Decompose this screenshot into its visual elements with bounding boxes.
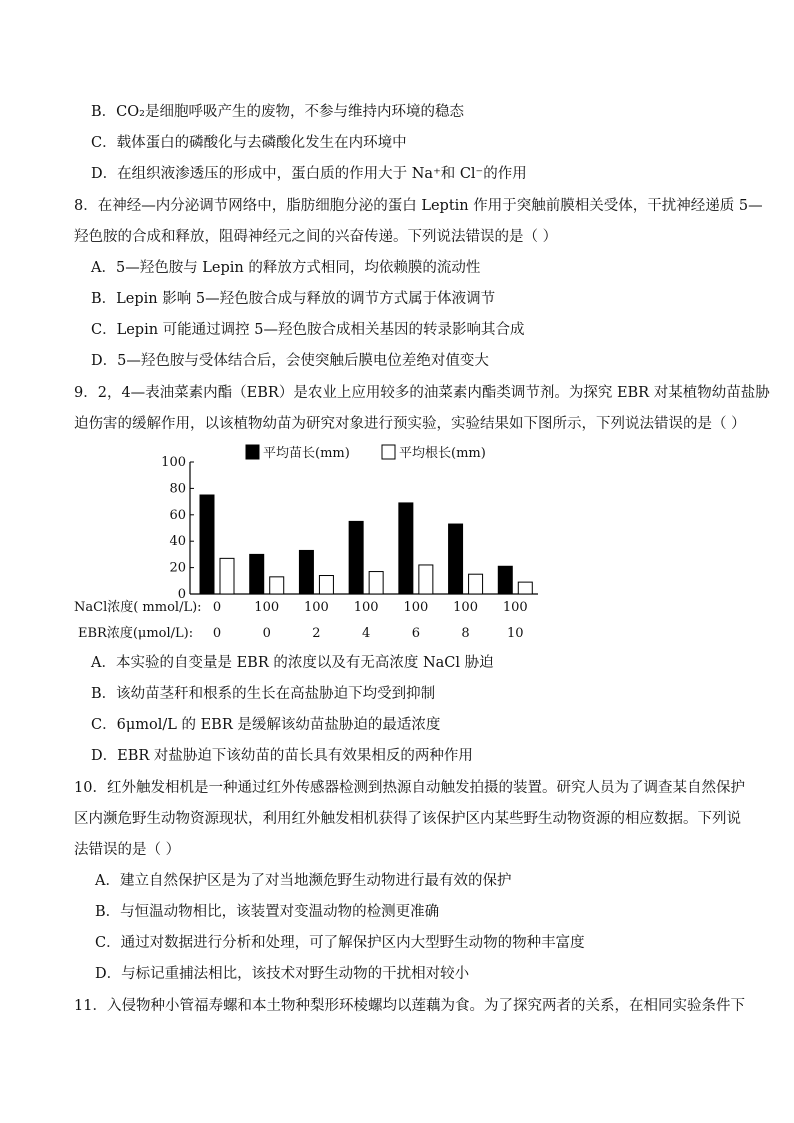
nacl-row-label: NaCl浓度( mmol/L):	[74, 600, 202, 615]
bar-shoot-length	[200, 495, 214, 594]
question-8-line-1: 8．在神经—内分泌调节网络中，脂肪细胞分泌的蛋白 Leptin 作用于突触前膜相关受体，干扰神经递质 5—	[74, 198, 763, 214]
question-9-line-1: 9．2，4—表油菜素内酯（EBR）是农业上应用较多的油菜素内酯类调节剂。为探究 EBR 对某植物幼苗盐胁	[74, 385, 770, 401]
bar-root-length	[319, 576, 333, 594]
ebr-value-label: 0	[262, 626, 271, 641]
nacl-value-label: 100	[353, 600, 379, 615]
bar-root-length	[469, 574, 483, 594]
question-10-line-3: 法错误的是（ ）	[74, 842, 181, 858]
option-10b: B．与恒温动物相比，该装置对变温动物的检测更准确	[95, 904, 440, 920]
option-9a: A．本实验的自变量是 EBR 的浓度以及有无高浓度 NaCl 胁迫	[91, 655, 494, 671]
option-7d: D．在组织液渗透压的形成中，蛋白质的作用大于 Na⁺和 Cl⁻的作用	[91, 166, 527, 182]
ebr-value-label: 4	[362, 626, 371, 641]
option-8b: B．Lepin 影响 5—羟色胺合成与释放的调节方式属于体液调节	[91, 291, 496, 307]
bar-shoot-length	[299, 550, 313, 594]
ebr-bar-chart	[60, 440, 580, 650]
option-8a: A．5—羟色胺与 Lepin 的释放方式相同，均依赖膜的流动性	[91, 260, 481, 276]
option-7c: C．载体蛋白的磷酸化与去磷酸化发生在内环境中	[91, 135, 407, 151]
legend-label-root: 平均根长(mm)	[399, 446, 486, 461]
nacl-value-label: 0	[212, 600, 222, 615]
option-10c: C．通过对数据进行分析和处理，可了解保护区内大型野生动物的物种丰富度	[95, 935, 585, 951]
ebr-row-label: EBR浓度(μmol/L):	[78, 626, 194, 641]
y-tick-label: 60	[169, 507, 186, 523]
bar-shoot-length	[349, 521, 363, 594]
bar-root-length	[220, 558, 234, 594]
question-11-line-1: 11．入侵物种小管福寿螺和本土物种梨形环棱螺均以莲藕为食。为了探究两者的关系，在相同实验条件下	[74, 998, 745, 1014]
ebr-value-label: 6	[411, 626, 420, 641]
y-tick-label: 80	[169, 481, 186, 497]
y-tick-label: 20	[169, 560, 186, 576]
question-10-line-1: 10．红外触发相机是一种通过红外传感器检测到热源自动触发拍摄的装置。研究人员为了调查某自然保护	[74, 780, 745, 796]
ebr-value-label: 2	[312, 626, 321, 641]
bar-shoot-length	[449, 524, 463, 594]
question-9-line-2: 迫伤害的缓解作用，以该植物幼苗为研究对象进行预实验，实验结果如下图所示，下列说法错误的是（ ）	[74, 416, 746, 432]
legend-swatch-shoot	[246, 445, 259, 459]
bar-shoot-length	[498, 566, 512, 594]
option-7b: B．CO₂是细胞呼吸产生的废物，不参与维持内环境的稳态	[91, 104, 464, 120]
chart-svg	[60, 440, 580, 650]
nacl-value-label: 100	[254, 600, 280, 615]
nacl-value-label: 100	[502, 600, 528, 615]
question-8-line-2: 羟色胺的合成和释放，阻碍神经元之间的兴奋传递。下列说法错误的是（ ）	[74, 229, 558, 245]
question-10-line-2: 区内濒危野生动物资源现状，利用红外触发相机获得了该保护区内某些野生动物资源的相应数据。下列说	[74, 811, 741, 827]
nacl-value-label: 100	[304, 600, 329, 615]
bar-root-length	[270, 577, 284, 594]
ebr-value-label: 10	[507, 626, 524, 641]
bar-root-length	[419, 565, 433, 594]
y-tick-label: 0	[177, 587, 186, 602]
option-9d: D．EBR 对盐胁迫下该幼苗的苗长具有效果相反的两种作用	[91, 748, 473, 764]
option-10a: A．建立自然保护区是为了对当地濒危野生动物进行最有效的保护	[95, 873, 512, 889]
bar-root-length	[518, 582, 532, 594]
legend-swatch-root	[382, 445, 395, 459]
bar-shoot-length	[250, 554, 264, 594]
bar-shoot-length	[399, 503, 413, 594]
nacl-value-label: 100	[403, 600, 429, 615]
option-8c: C．Lepin 可能通过调控 5—羟色胺合成相关基因的转录影响其合成	[91, 322, 525, 338]
y-tick-label: 100	[161, 455, 186, 470]
option-8d: D．5—羟色胺与受体结合后，会使突触后膜电位差绝对值变大	[91, 353, 489, 369]
bar-root-length	[369, 572, 383, 594]
ebr-value-label: 8	[461, 626, 470, 641]
y-tick-label: 40	[169, 534, 186, 550]
nacl-value-label: 100	[453, 600, 478, 615]
legend-label-shoot: 平均苗长(mm)	[263, 446, 350, 461]
option-9c: C．6μmol/L 的 EBR 是缓解该幼苗盐胁迫的最适浓度	[91, 717, 441, 733]
ebr-value-label: 0	[212, 626, 222, 641]
option-10d: D．与标记重捕法相比，该技术对野生动物的干扰相对较小	[95, 966, 470, 982]
option-9b: B．该幼苗茎秆和根系的生长在高盐胁迫下均受到抑制	[91, 686, 436, 702]
